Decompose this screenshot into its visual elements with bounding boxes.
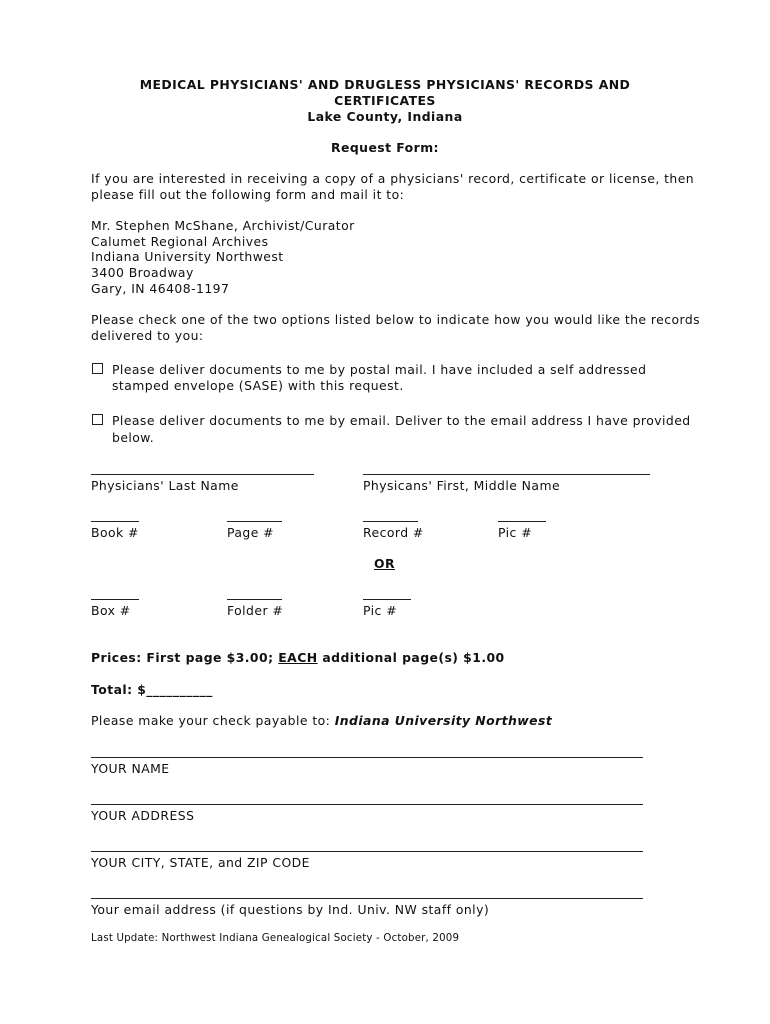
postal-option-line1: Please deliver documents to me by postal mail. I have included a self addressed [112, 362, 647, 377]
pic-label: Pic # [498, 525, 533, 540]
request-form-heading: Request Form: [331, 140, 439, 155]
folder-label: Folder # [227, 603, 284, 618]
address-name: Mr. Stephen McShane, Archivist/Curator [91, 218, 355, 233]
first-middle-name-label: Physicans' First, Middle Name [363, 478, 561, 493]
folder-number-field[interactable] [227, 599, 282, 600]
last-update-footer: Last Update: Northwest Indiana Genealogical Society - October, 2009 [91, 933, 460, 944]
address-street: 3400 Broadway [91, 265, 194, 280]
prices-line [91, 650, 505, 666]
first-middle-name-field[interactable] [363, 474, 650, 475]
your-name-label: YOUR NAME [91, 761, 170, 776]
options-intro-line2: delivered to you: [91, 328, 204, 343]
your-address-label: YOUR ADDRESS [91, 808, 195, 823]
book-label: Book # [91, 525, 139, 540]
total-field[interactable]: Total: $__________ [91, 682, 213, 697]
email-address-label: Your email address (if questions by Ind. Univ. NW staff only) [91, 902, 490, 917]
box-label: Box # [91, 603, 131, 618]
form-title-line2: CERTIFICATES [334, 93, 436, 108]
address-city: Gary, IN 46408-1197 [91, 281, 230, 296]
prices-prefix: Prices: First page $3.00; [91, 650, 279, 665]
payee-name: Indiana University Northwest [334, 713, 553, 728]
or-separator [374, 556, 395, 572]
city-state-zip-field[interactable] [91, 851, 643, 852]
city-state-zip-label: YOUR CITY, STATE, and ZIP CODE [91, 855, 310, 870]
last-name-label: Physicians' Last Name [91, 478, 239, 493]
record-label: Record # [363, 525, 424, 540]
or-text: OR [374, 556, 395, 571]
pic-number-field[interactable] [498, 521, 546, 522]
book-number-field[interactable] [91, 521, 139, 522]
prices-suffix: additional page(s) $1.00 [317, 650, 505, 665]
form-subtitle: Lake County, Indiana [307, 109, 463, 124]
email-address-field[interactable] [91, 898, 643, 899]
address-institution: Indiana University Northwest [91, 249, 284, 264]
email-option-line2: below. [112, 430, 155, 445]
form-title-line1: MEDICAL PHYSICIANS' AND DRUGLESS PHYSICIANS' RECORDS AND [139, 77, 631, 92]
email-delivery-checkbox[interactable] [92, 414, 103, 425]
box-number-field[interactable] [91, 599, 139, 600]
payable-prefix: Please make your check payable to: [91, 713, 335, 728]
your-address-field[interactable] [91, 804, 643, 805]
postal-option-line2: stamped envelope (SASE) with this request. [112, 378, 404, 393]
pic2-label: Pic # [363, 603, 398, 618]
address-org: Calumet Regional Archives [91, 234, 269, 249]
record-number-field[interactable] [363, 521, 418, 522]
payable-line [91, 713, 552, 729]
pic2-number-field[interactable] [363, 599, 411, 600]
prices-each: EACH [278, 650, 318, 665]
page-number-field[interactable] [227, 521, 282, 522]
last-name-field[interactable] [91, 474, 314, 475]
options-intro-line1: Please check one of the two options listed below to indicate how you would like the records [91, 312, 701, 327]
intro-line2: please fill out the following form and mail it to: [91, 187, 405, 202]
your-name-field[interactable] [91, 757, 643, 758]
intro-line1: If you are interested in receiving a copy of a physicians' record, certificate or license, then [91, 171, 695, 186]
postal-mail-checkbox[interactable] [92, 363, 103, 374]
email-option-line1: Please deliver documents to me by email. Deliver to the email address I have provided [112, 413, 691, 428]
page-label: Page # [227, 525, 275, 540]
